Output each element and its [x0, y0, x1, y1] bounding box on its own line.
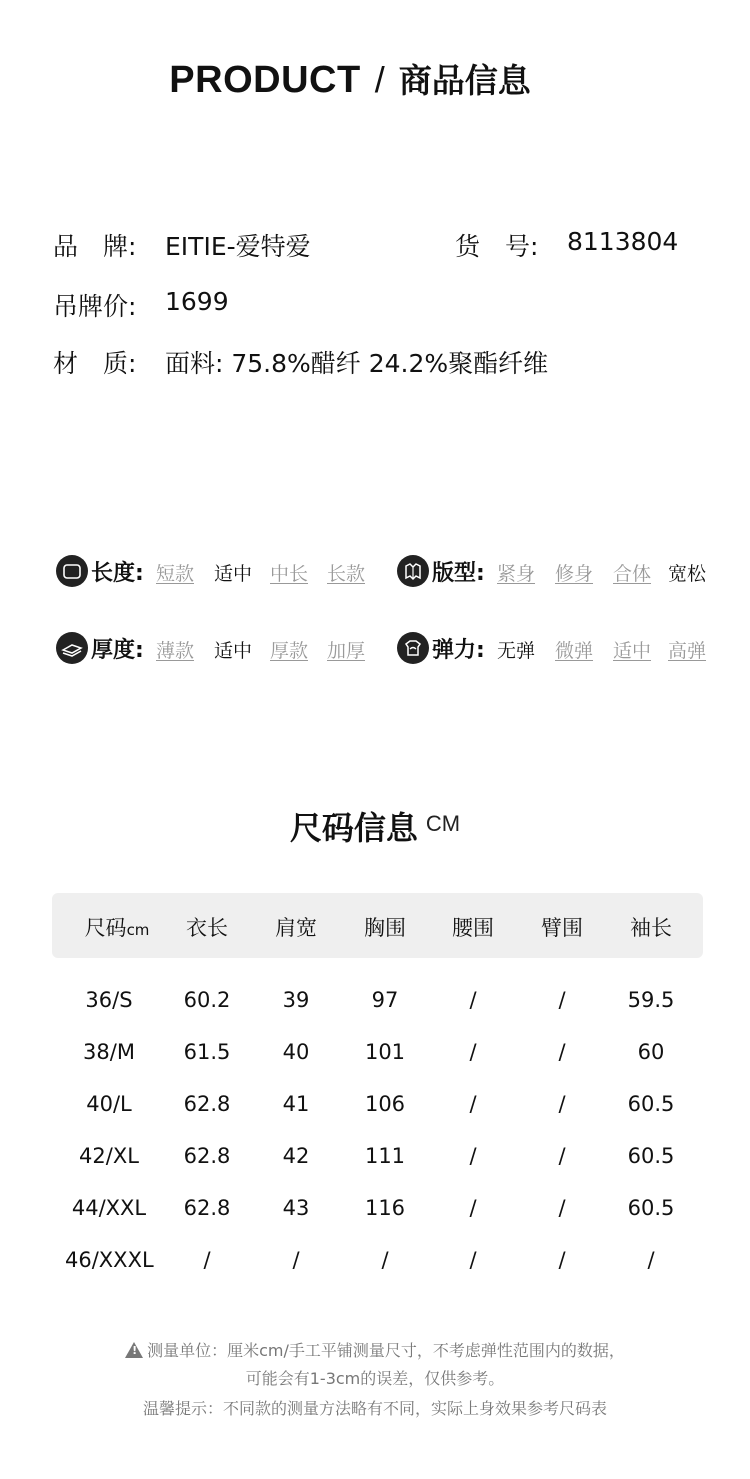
value-cell: 101 — [364, 1040, 406, 1064]
size-cell: 42/XL — [79, 1144, 139, 1168]
header-size-label: 尺码 — [84, 916, 127, 940]
elasticity-option: 微弹 — [555, 640, 594, 662]
warning-icon — [125, 1342, 143, 1358]
fit-option: 紧身 — [497, 563, 536, 585]
value-cell: 41 — [282, 1092, 310, 1116]
value-cell: 40 — [282, 1040, 310, 1064]
size-cell: 36/S — [85, 988, 133, 1012]
value-cell: / — [469, 1040, 477, 1064]
table-row — [0, 1144, 750, 1184]
value-cell: / — [469, 1196, 477, 1220]
value-cell: / — [203, 1248, 211, 1272]
attr-fit — [397, 555, 717, 589]
value-cell: 43 — [282, 1196, 310, 1220]
note-line-1 — [0, 1338, 750, 1361]
thickness-label: 厚度: — [91, 638, 144, 663]
fit-icon — [397, 555, 429, 587]
header-cell: 腰围 — [452, 916, 494, 940]
table-row — [0, 1040, 750, 1080]
attr-thickness — [56, 632, 376, 666]
material-value: 面料: 75.8%醋纤 24.2%聚酯纤维 — [165, 349, 549, 378]
value-cell: / — [469, 1248, 477, 1272]
value-cell: 60.5 — [627, 1092, 675, 1116]
value-cell: / — [558, 988, 566, 1012]
length-label: 长度: — [91, 561, 144, 586]
value-cell: 111 — [364, 1144, 406, 1168]
value-cell: / — [292, 1248, 300, 1272]
table-row — [0, 1196, 750, 1236]
brand-value: EITIE-爱特爱 — [165, 232, 311, 261]
header-size-unit: cm — [126, 921, 150, 939]
value-cell: / — [558, 1196, 566, 1220]
elasticity-option: 无弹 — [497, 640, 536, 662]
header-cell: 肩宽 — [275, 916, 317, 940]
thickness-option: 加厚 — [327, 640, 366, 662]
fit-option: 宽松 — [668, 563, 707, 585]
fit-option: 修身 — [555, 563, 594, 585]
fit-label: 版型: — [432, 561, 485, 586]
value-cell: 60.5 — [627, 1144, 675, 1168]
length-icon — [56, 555, 88, 587]
value-cell: / — [647, 1248, 655, 1272]
size-title-text: 尺码信息 — [289, 809, 418, 847]
material-row — [53, 344, 673, 378]
value-cell: 106 — [364, 1092, 406, 1116]
size-cell: 44/XXL — [71, 1196, 147, 1220]
sku-value: 8113804 — [567, 227, 679, 256]
sku-row — [455, 227, 715, 261]
length-option: 长款 — [327, 563, 366, 585]
elasticity-option: 高弹 — [668, 640, 707, 662]
value-cell: 62.8 — [183, 1144, 231, 1168]
value-cell: 60.2 — [183, 988, 231, 1012]
value-cell: 39 — [282, 988, 310, 1012]
elasticity-icon — [397, 632, 429, 664]
note-line-3: 温馨提示：不同款的测量方法略有不同，实际上身效果参考尺码表 — [142, 1399, 607, 1418]
value-cell: 62.8 — [183, 1196, 231, 1220]
price-label: 吊牌价: — [53, 292, 137, 321]
value-cell: 62.8 — [183, 1092, 231, 1116]
thickness-option: 厚款 — [270, 640, 309, 662]
header-cell: 胸围 — [364, 916, 406, 940]
header-size — [73, 912, 161, 942]
value-cell: / — [381, 1248, 389, 1272]
value-cell: 97 — [371, 988, 399, 1012]
brand-row — [53, 227, 433, 261]
brand-label: 品 牌: — [53, 232, 137, 261]
value-cell: / — [558, 1248, 566, 1272]
table-row — [0, 1092, 750, 1132]
value-cell: 42 — [282, 1144, 310, 1168]
thickness-option: 适中 — [214, 640, 253, 662]
value-cell: / — [558, 1144, 566, 1168]
value-cell: / — [558, 1092, 566, 1116]
thickness-icon — [56, 632, 88, 664]
table-row — [0, 988, 750, 1028]
value-cell: 60 — [637, 1040, 665, 1064]
elasticity-label: 弹力: — [432, 638, 485, 663]
table-row — [0, 1248, 750, 1288]
thickness-option: 薄款 — [156, 640, 195, 662]
header-cell: 衣长 — [186, 916, 228, 940]
size-table-header — [52, 893, 703, 958]
size-section-title — [0, 803, 750, 849]
price-row — [53, 287, 453, 321]
value-cell: / — [558, 1040, 566, 1064]
size-cell: 46/XXXL — [65, 1248, 154, 1272]
size-title-unit: CM — [425, 811, 461, 836]
value-cell: 116 — [364, 1196, 406, 1220]
size-cell: 40/L — [86, 1092, 132, 1116]
size-cell: 38/M — [83, 1040, 135, 1064]
title-slash: / — [374, 59, 385, 100]
fit-option: 合体 — [613, 563, 652, 585]
title-chinese: 商品信息 — [398, 61, 531, 100]
value-cell: / — [469, 988, 477, 1012]
value-cell: 59.5 — [627, 988, 675, 1012]
value-cell: 61.5 — [183, 1040, 231, 1064]
size-table-body — [0, 988, 750, 1288]
length-option: 适中 — [214, 563, 253, 585]
value-cell: / — [469, 1092, 477, 1116]
sku-label: 货 号: — [455, 232, 539, 261]
header-cell: 臂围 — [541, 916, 583, 940]
value-cell: 60.5 — [627, 1196, 675, 1220]
attr-elasticity — [397, 632, 717, 666]
title-english: PRODUCT — [169, 59, 361, 101]
page-title — [0, 55, 700, 102]
note-text-1: 测量单位：厘米cm/手工平铺测量尺寸，不考虑弹性范围内的数据， — [147, 1341, 625, 1360]
length-option: 中长 — [270, 563, 309, 585]
elasticity-option: 适中 — [613, 640, 652, 662]
price-value: 1699 — [165, 287, 229, 316]
value-cell: / — [469, 1144, 477, 1168]
note-line-2: 可能会有1-3cm的误差，仅供参考。 — [245, 1369, 505, 1388]
material-label: 材 质: — [53, 349, 137, 378]
length-option: 短款 — [156, 563, 195, 585]
attr-length — [56, 555, 376, 589]
header-cell: 袖长 — [630, 916, 672, 940]
